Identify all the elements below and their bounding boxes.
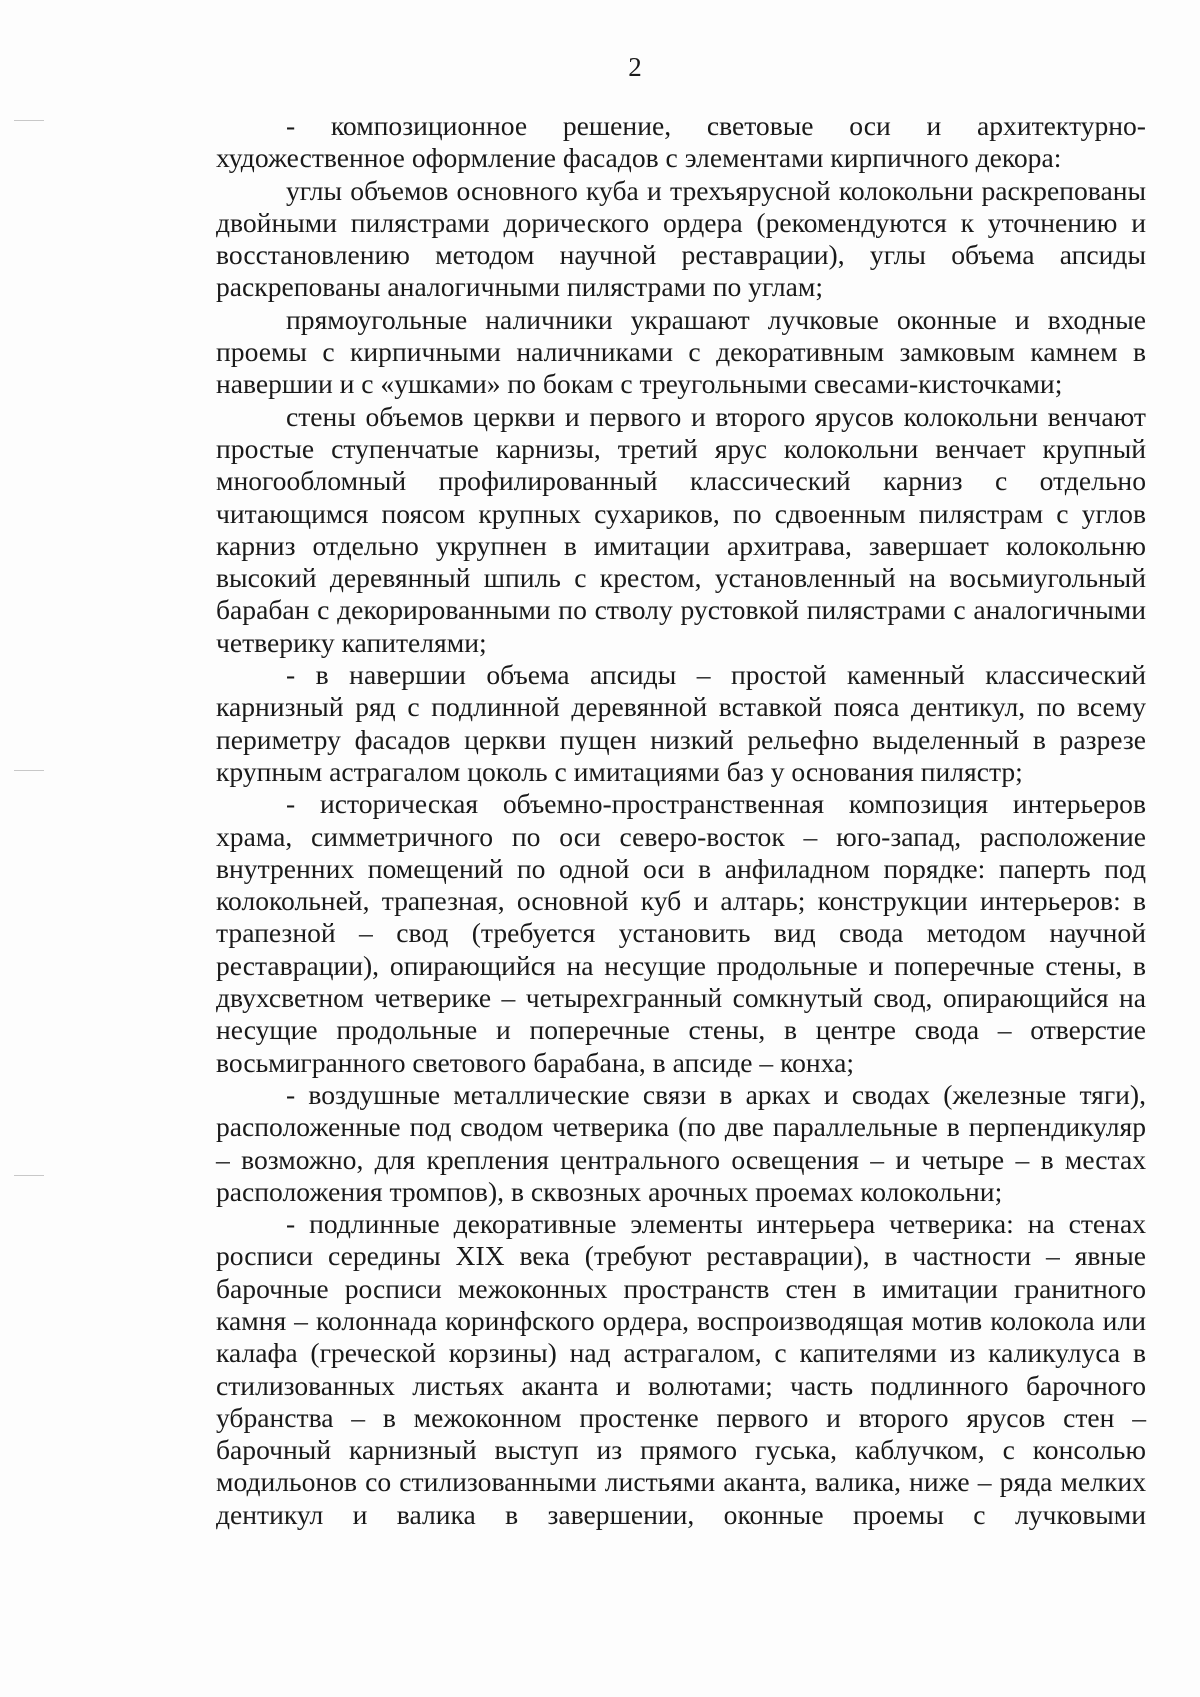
paragraph-corners-pilasters: углы объемов основного куба и трехъярусной колокольни раскрепованы двойными пилястрами дорического ордера (рекомендуются к уточнению и восстановлению методом научной реставрации), углы объема апсиды раскрепованы аналогичными пилястрами по углам; [216,174,1146,303]
scan-margin-mark [14,770,44,771]
paragraph-facade-composition: - композиционное решение, световые оси и архитектурно-художественное оформление фасадов с элементами кирпичного декора: [216,110,1146,174]
scan-margin-mark [14,1175,44,1176]
paragraph-cornices-spire: стены объемов церкви и первого и второго ярусов колокольни венчают простые ступенчатые карнизы, третий ярус колокольни венчает крупный многообломный профилированный классический карниз с отдельно читающимся поясом крупных сухариков, по сдвоенным пилястрам с углов карниз отдельно укрупнен в имитации архитрава, завершает колокольню высокий деревянный шпиль с крестом, установленный на восьмиугольный барабан с декорированными по стволу рустовкой пилястрами с аналогичными четверику капителями; [216,400,1146,658]
page-number: 2 [628,52,642,82]
paragraph-interior-composition: - историческая объемно-пространственная композиция интерьеров храма, симметричного по оси северо-восток – юго-запад, расположение внутренних помещений по одной оси в анфиладном порядке: паперть под колокольней, трапезная, основной куб и алтарь; конструкции интерьеров: в трапезной – свод (требуется установить вид свода методом научной реставрации), опирающийся на несущие продольные и поперечные стены, в двухсветном четверике – четырехгранный сомкнутый свод, опирающийся на несущие продольные и поперечные стены, в центре свода – отверстие восьмигранного светового барабана, в апсиде – конха; [216,788,1146,1078]
paragraph-apse-cornice: - в навершии объема апсиды – простой каменный классический карнизный ряд с подлинной деревянной вставкой пояса дентикул, по всему периметру фасадов церкви пущен низкий рельефно выделенный в разрезе крупным астрагалом цоколь с имитациями баз у основания пилястр; [216,659,1146,787]
document-body [216,110,1146,1531]
paragraph-metal-ties: - воздушные металлические связи в арках и сводах (железные тяги), расположенные под сводом четверика (по две параллельные в перпендикуляр – возможно, для крепления центрального освещения – и четыре – в местах расположения тромпов), в сквозных арочных проемах колокольни; [216,1078,1146,1207]
scan-margin-mark [14,120,44,121]
paragraph-window-frames: прямоугольные наличники украшают лучковые оконные и входные проемы с кирпичными наличниками с декоративным замковым камнем в навершии и с «ушками» по бокам с треугольными свесами-кисточками; [216,303,1146,400]
paragraph-interior-decor: - подлинные декоративные элементы интерьера четверика: на стенах росписи середины XIX века (требуют реставрации), в частности – явные барочные росписи межоконных пространств стен в имитации гранитного камня – колоннада коринфского ордера, воспроизводящая мотив колокола или калафа (греческой корзины) над астрагалом, с капителями из каликулуса в стилизованных листьях аканта и волютами; часть подлинного барочного убранства – в межоконном простенке первого и второго ярусов стен – барочный карнизный выступ из прямого гуська, каблучком, с консолью модильонов со стилизованными листьями аканта, валика, ниже – ряда мелких дентикул и валика в завершении, оконные проемы с лучковыми [216,1208,1146,1530]
